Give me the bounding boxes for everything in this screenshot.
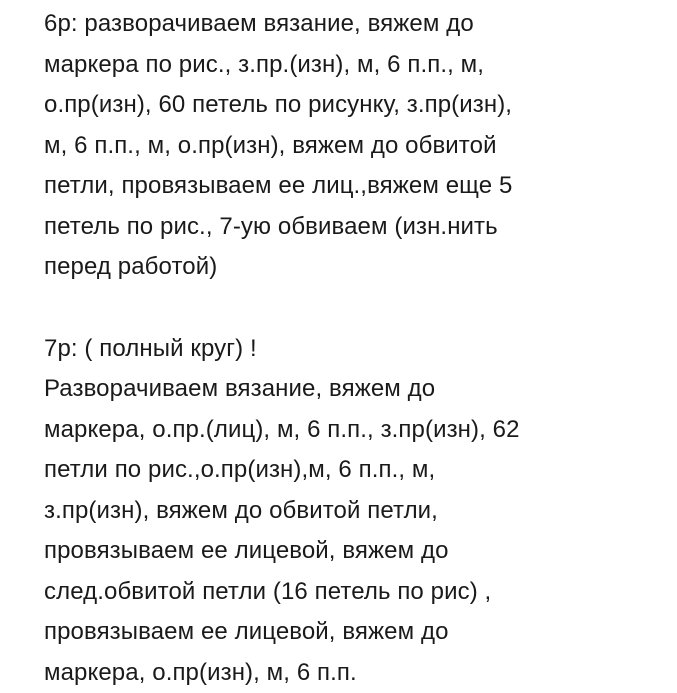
text-line: провязываем ее лицевой, вяжем до xyxy=(44,531,669,572)
text-line: з.пр(изн), вяжем до обвитой петли, xyxy=(44,491,669,532)
text-line: перед работой) xyxy=(44,247,669,288)
text-line: маркера, о.пр(изн), м, 6 п.п. xyxy=(44,653,669,693)
text-line: петли, провязываем ее лиц.,вяжем еще 5 xyxy=(44,166,669,207)
text-line: 7р: ( полный круг) ! xyxy=(44,329,669,370)
text-line: маркера, о.пр.(лиц), м, 6 п.п., з.пр(изн), 62 xyxy=(44,410,669,451)
row-6-instructions xyxy=(44,4,669,288)
paragraph-spacer xyxy=(44,288,669,329)
text-line: петель по рис., 7-ую обвиваем (изн.нить xyxy=(44,207,669,248)
text-line: Разворачиваем вязание, вяжем до xyxy=(44,369,669,410)
text-line: 6р: разворачиваем вязание, вяжем до xyxy=(44,4,669,45)
text-line: петли по рис.,о.пр(изн),м, 6 п.п., м, xyxy=(44,450,669,491)
row-7-instructions xyxy=(44,329,669,693)
text-line: маркера по рис., з.пр.(изн), м, 6 п.п., м, xyxy=(44,45,669,86)
text-line: провязываем ее лицевой, вяжем до xyxy=(44,612,669,653)
text-line: м, 6 п.п., м, о.пр(изн), вяжем до обвитой xyxy=(44,126,669,167)
text-line: след.обвитой петли (16 петель по рис) , xyxy=(44,572,669,613)
document-text xyxy=(44,4,669,693)
text-line: о.пр(изн), 60 петель по рисунку, з.пр(изн), xyxy=(44,85,669,126)
